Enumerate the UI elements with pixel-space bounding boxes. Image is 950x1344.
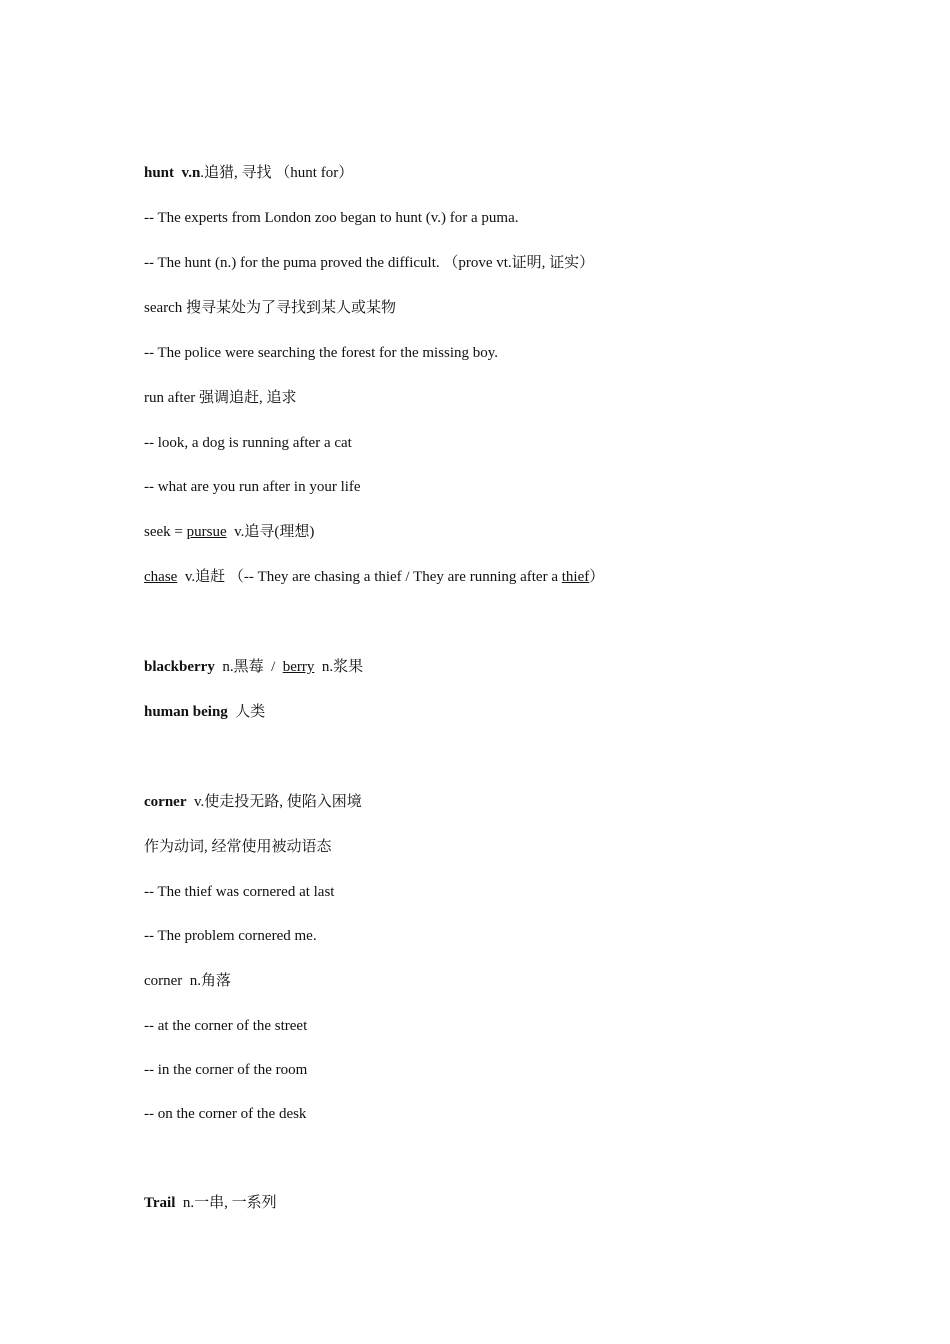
meaning-trail: n.一串, 一系列 bbox=[175, 1195, 277, 1211]
link-chase[interactable]: chase bbox=[144, 569, 178, 585]
example-corner-4: -- in the corner of the room bbox=[144, 1062, 308, 1078]
example-search-1: -- The police were searching the forest for the missing boy. bbox=[144, 345, 499, 361]
link-thief[interactable]: thief bbox=[561, 569, 590, 585]
pos-hunt: v.n bbox=[181, 165, 201, 181]
entry-chase bbox=[144, 567, 604, 587]
headword-hunt: hunt bbox=[144, 165, 175, 181]
example-run-after-1: -- look, a dog is running after a cat bbox=[144, 435, 352, 451]
entry-blackberry bbox=[144, 657, 363, 677]
example-run-after-2: -- what are you run after in your life bbox=[144, 479, 361, 495]
link-pursue[interactable]: pursue bbox=[186, 524, 227, 540]
example-hunt-2: -- The hunt (n.) for the puma proved the difficult. （prove vt.证明, 证实） bbox=[144, 255, 595, 271]
example-corner-5: -- on the corner of the desk bbox=[144, 1106, 307, 1122]
example-corner-3: -- at the corner of the street bbox=[144, 1018, 308, 1034]
headword-corner: corner bbox=[144, 794, 187, 810]
headword-blackberry: blackberry bbox=[144, 659, 215, 675]
example-corner-2: -- The problem cornered me. bbox=[144, 928, 317, 944]
seek-suffix: v.追寻(理想) bbox=[226, 524, 315, 540]
example-hunt-1: -- The experts from London zoo began to hunt (v.) for a puma. bbox=[144, 210, 519, 226]
note-corner: 作为动词, 经常使用被动语态 bbox=[144, 839, 332, 855]
entry-human-being bbox=[144, 702, 265, 722]
seek-prefix: seek = bbox=[144, 524, 187, 540]
entry-run-after: run after 强调追赶, 追求 bbox=[144, 390, 297, 406]
entry-hunt-heading bbox=[144, 163, 353, 183]
meaning-human-being: 人类 bbox=[227, 704, 266, 720]
meaning-hunt: .追猎, 寻找 （hunt for） bbox=[200, 165, 354, 181]
entry-trail bbox=[144, 1193, 277, 1213]
headword-trail: Trail bbox=[144, 1195, 176, 1211]
entry-search: search 搜寻某处为了寻找到某人或某物 bbox=[144, 300, 397, 316]
meaning-corner: v.使走投无路, 使陷入困境 bbox=[186, 794, 362, 810]
chase-middle: v.追赶 （-- They are chasing a thief / They are running after a bbox=[177, 569, 562, 585]
headword-human-being: human being bbox=[144, 704, 228, 720]
entry-corner-verb bbox=[144, 792, 362, 812]
entry-seek bbox=[144, 522, 314, 542]
blackberry-end: n.浆果 bbox=[314, 659, 364, 675]
chase-end: ） bbox=[589, 569, 605, 585]
example-corner-1: -- The thief was cornered at last bbox=[144, 884, 335, 900]
entry-corner-noun: corner n.角落 bbox=[144, 973, 232, 989]
blackberry-middle: n.黑莓 / bbox=[214, 659, 283, 675]
link-berry[interactable]: berry bbox=[282, 659, 315, 675]
